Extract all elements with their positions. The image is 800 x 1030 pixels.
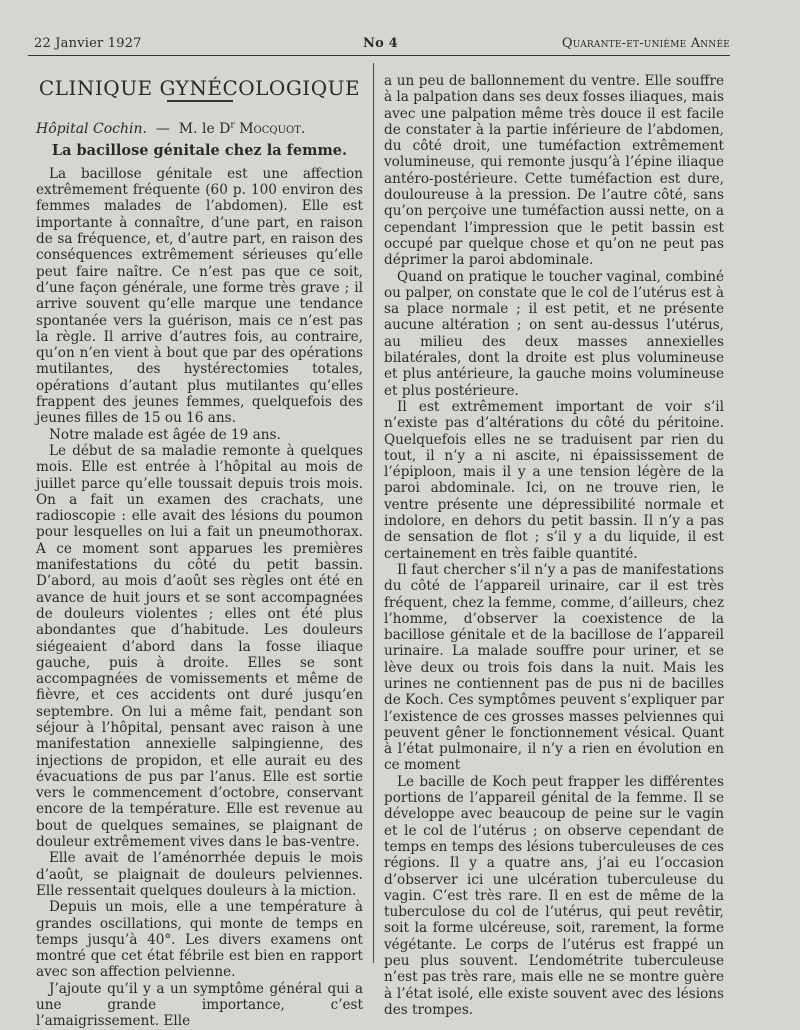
header-date: 22 Janvier 1927 <box>34 36 142 51</box>
left-body <box>36 166 363 1030</box>
header-issue-number: No 4 <box>363 36 398 51</box>
paragraph: Elle avait de l’aménorrhée depuis le mois d’août, se plaignait de douleurs pelviennes. Elle ressentait quelques douleurs à la miction. <box>36 850 363 899</box>
paragraph: La bacillose génitale est une affection extrêmement fréquente (60 p. 100 environ des femmes malades de l’abdomen). Elle est importante à connaître, d’une part, en raison de sa fréquence, et, d’autre part, en raison des conséquences extrêmement sérieuses qu’elle peut faire naître. Ce n’est pas que ce soit, d’une façon générale, une forme très grave ; il arrive souvent qu’elle marque une tendance spontanée vers la guérison, mais ce n’est pas la règle. Il arrive d’autres fois, au contraire, qu’on n’en vient à bout que par des opérations mutilantes, des hystérectomies totales, opérations d’autant plus mutilantes qu’elles frappent des jeunes femmes, quelquefois des jeunes filles de 15 ou 16 ans. <box>36 165 363 427</box>
paragraph: Le bacille de Koch peut frapper les différentes portions de l’appareil génital de la femme. Il se développe avec beaucoup de peine sur le vagin et le col de l’utérus ; on observe cependant de temps en temps des lésions tuberculeuses de ces régions. Il y a quatre ans, j’ai eu l’occasion d’observer ici une ulcération tuberculeuse du vagin. C’est très rare. Il en est de même de la tuberculose du col de l’utérus, qui peut revêtir, soit la forme ulcéreuse, soit, rarement, la forme végétante. Le corps de l’utérus est frappé un peu plus souvent. L’endométrite tuberculeuse n’est pas très rare, mais elle ne se montre guère à l’état isolé, elle existe souvent avec des lésions des trompes. <box>384 773 724 1018</box>
header-year: Quarante-et-unième Année <box>561 36 730 51</box>
paragraph: Le début de sa maladie remonte à quelques mois. Elle est entrée à l’hôpital au mois de juillet parce qu’elle toussait depuis trois mois. On a fait un examen des crachats, une radioscopie : elle avait des lésions du poumon pour lesquelles on lui a fait un pneumothorax. A ce moment sont apparues les premières manifestations du côté du petit bassin. D’abord, au mois d’août ses règles ont été en avance de huit jours et se sont accompagnées de douleurs violentes ; elles ont été plus abondantes que d’habitude. Les douleurs siégeaient d’abord dans la fosse iliaque gauche, puis à droite. Elles se sont accompagnées de vomissements et même de fièvre, et ces accidents ont duré jusqu’en septembre. On lui a même fait, pendant son séjour à l’hôpital, pensant avec raison à une manifestation annexielle salpingienne, des injections de propidon, et elle aurait eu des évacuations de pus par l’anus. Elle est sortie vers le commencement d’octobre, conservant encore de la température. Elle est revenue au bout de quelques semaines, se plaignant de douleur extrêmement vives dans le bas-ventre. <box>36 442 363 851</box>
right-body <box>384 73 724 1018</box>
right-column <box>384 73 724 1018</box>
section-title: CLINIQUE GYNÉCOLOGIQUE <box>38 76 361 100</box>
paragraph: Il faut chercher s’il n’y a pas de manifestations du côté de l’appareil urinaire, car il est très fréquent, chez la femme, comme, d’ailleurs, chez l’homme, d’observer la coexistence de la bacillose génitale et de la bacillose de l’appareil urinaire. La malade souffre pour uriner, et se lève deux ou trois fois dans la nuit. Mais les urines ne contiennent pas de pus ni de bacilles de Koch. Ces symptômes peuvent s’expliquer par l’existence de ces grosses masses pelviennes qui peuvent gêner le fonctionnement vésical. Quant à l’état pulmonaire, il n’y a rien en évolution en ce moment <box>384 561 724 774</box>
paragraph: Depuis un mois, elle a une température à grandes oscillations, qui monte de temps en temps jusqu’à 40°. Les divers examens ont montré que cet état fébrile est bien en rapport avec son affection pelvienne. <box>36 899 363 981</box>
byline-dash: — <box>155 121 170 138</box>
article-title: La bacillose génitale chez la femme. <box>51 141 348 159</box>
hospital-name: Hôpital Cochin. <box>36 121 147 138</box>
author-name: Mocquot. <box>239 121 306 138</box>
column-divider <box>373 63 374 963</box>
byline <box>36 121 363 137</box>
paragraph: J’ajoute qu’il y a un symptôme général qui a une grande importance, c’est l’amaigrissement. Elle <box>36 980 363 1030</box>
paragraph: Quand on pratique le toucher vaginal, combiné ou palper, on constate que le col de l’utérus est à sa place normale ; il est petit, et ne présente aucune altération ; on sent au-dessus l’utérus, au milieu des deux masses annexielles bilatérales, dont la droite est plus volumineuse et plus antérieure, la gauche moins volumineuse et plus postérieure. <box>384 268 724 399</box>
author-prefix-sup: r <box>230 120 235 131</box>
left-column <box>36 70 363 1030</box>
author-prefix: M. le D <box>178 121 231 138</box>
paragraph: Notre malade est âgée de 19 ans. <box>49 426 281 443</box>
title-rule <box>167 100 233 102</box>
header-rule <box>28 55 730 56</box>
running-header <box>28 34 730 56</box>
paragraph: Il est extrêmement important de voir s’il n’existe pas d’altérations du côté du péritoine. Quelquefois elles ne se traduisent par rien du tout, il n’y a ni ascite, ni épaississement de l’épiploon, mais il y a une tension légère de la paroi abdominale. Ici, on ne trouve rien, le ventre présente une dépressibilité normale et indolore, en dehors du petit bassin. Il n’y a pas de sensation de flot ; s’il y a du liquide, il est certainement en très faible quantité. <box>384 398 724 562</box>
paragraph: a un peu de ballonnement du ventre. Elle souffre à la palpation dans ses deux fosses iliaques, mais avec une palpation même très douce il est facile de constater à la partie inférieure de l’abdomen, du côté droit, une tuméfaction extrêmement volumineuse, qui remonte jusqu’à l’épine iliaque antéro-postérieure. Cette tuméfaction est dure, douloureuse à la pression. De l’autre côté, sans qu’on perçoive une tuméfaction aussi nette, on a cependant l’impression que le petit bassin est occupé par quelque chose et qu’on ne peut pas déprimer la paroi abdominale. <box>384 73 724 269</box>
